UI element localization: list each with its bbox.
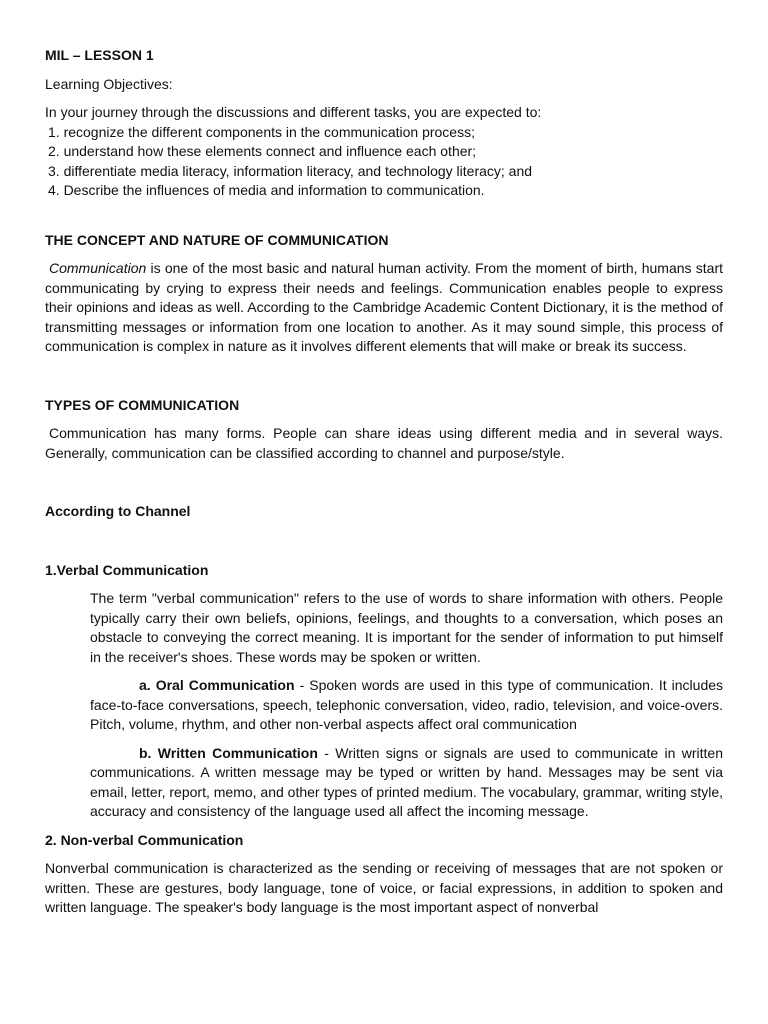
- oral-body: - Spoken words are used in this type of communication. It includes face-to-face conversations, speech, telephonic conversation, video, radio, television, and voice-overs. Pitch, volume, rhythm, and other non-verbal aspects affect oral communication: [90, 677, 724, 732]
- channel-heading: According to Channel: [45, 503, 191, 519]
- concept-body: is one of the most basic and natural human activity. From the moment of birth, humans start communicating by crying to express their needs and feelings. Communication enables people to express their opinions and ideas as well. According to the Cambridge Academic Content Dictionary, it is the method of transmitting messages or information from one location to another. As it may sound simple, this process of communication is complex in nature as it involves different elements that will make or break its success.: [45, 260, 723, 354]
- nonverbal-heading: 2. Non-verbal Communication: [45, 831, 244, 848]
- verbal-section: [90, 589, 723, 822]
- verbal-paragraph: The term "verbal communication" refers to the use of words to share information with others. People typically carry their own beliefs, opinions, feelings, and thoughts to a conversation, which poses an obstacle to conveying the correct meaning. It is important for the sender of information to put himself in the receiver's shoes. These words may be spoken or written.: [90, 590, 723, 665]
- objective-item: 2. understand how these elements connect and influence each other;: [48, 143, 477, 159]
- written-label: b. Written Communication: [139, 744, 318, 761]
- concept-heading: THE CONCEPT AND NATURE OF COMMUNICATION: [45, 231, 389, 248]
- objectives-list: [48, 123, 723, 201]
- types-paragraph: Communication has many forms. People can share ideas using different media and in several ways. Generally, communication can be classified according to channel and purpose/style.: [45, 425, 723, 461]
- objective-item: 4. Describe the influences of media and information to communication.: [48, 182, 485, 198]
- oral-label: a. Oral Communication: [139, 677, 295, 693]
- types-heading: TYPES OF COMMUNICATION: [45, 396, 240, 413]
- objective-item: 1. recognize the different components in the communication process;: [48, 123, 475, 140]
- written-communication-paragraph: [90, 744, 723, 822]
- concept-term: Communication: [49, 260, 147, 276]
- concept-paragraph: [45, 259, 723, 357]
- written-body: - Written signs or signals are used to communicate in written communications. A written message may be typed or written by hand. Messages may be sent via email, letter, report, memo, and other types of printed medium. The vocabulary, grammar, writing style, accuracy and consistency of the language used all affect the incoming message.: [90, 744, 723, 819]
- document-page: [45, 46, 723, 918]
- verbal-heading: 1.Verbal Communication: [45, 561, 209, 578]
- oral-communication-paragraph: [90, 676, 723, 735]
- objective-item: 3. differentiate media literacy, information literacy, and technology literacy; and: [48, 162, 533, 179]
- lesson-title: MIL – LESSON 1: [45, 47, 154, 63]
- objectives-label: Learning Objectives:: [45, 75, 173, 92]
- nonverbal-paragraph: Nonverbal communication is characterized as the sending or receiving of messages that are not spoken or written. These are gestures, body language, tone of voice, or facial expressions, in addition to spoken and written language. The speaker's body language is the most important aspect of nonverbal: [45, 860, 723, 915]
- objectives-intro: In your journey through the discussions and different tasks, you are expected to:: [45, 104, 542, 120]
